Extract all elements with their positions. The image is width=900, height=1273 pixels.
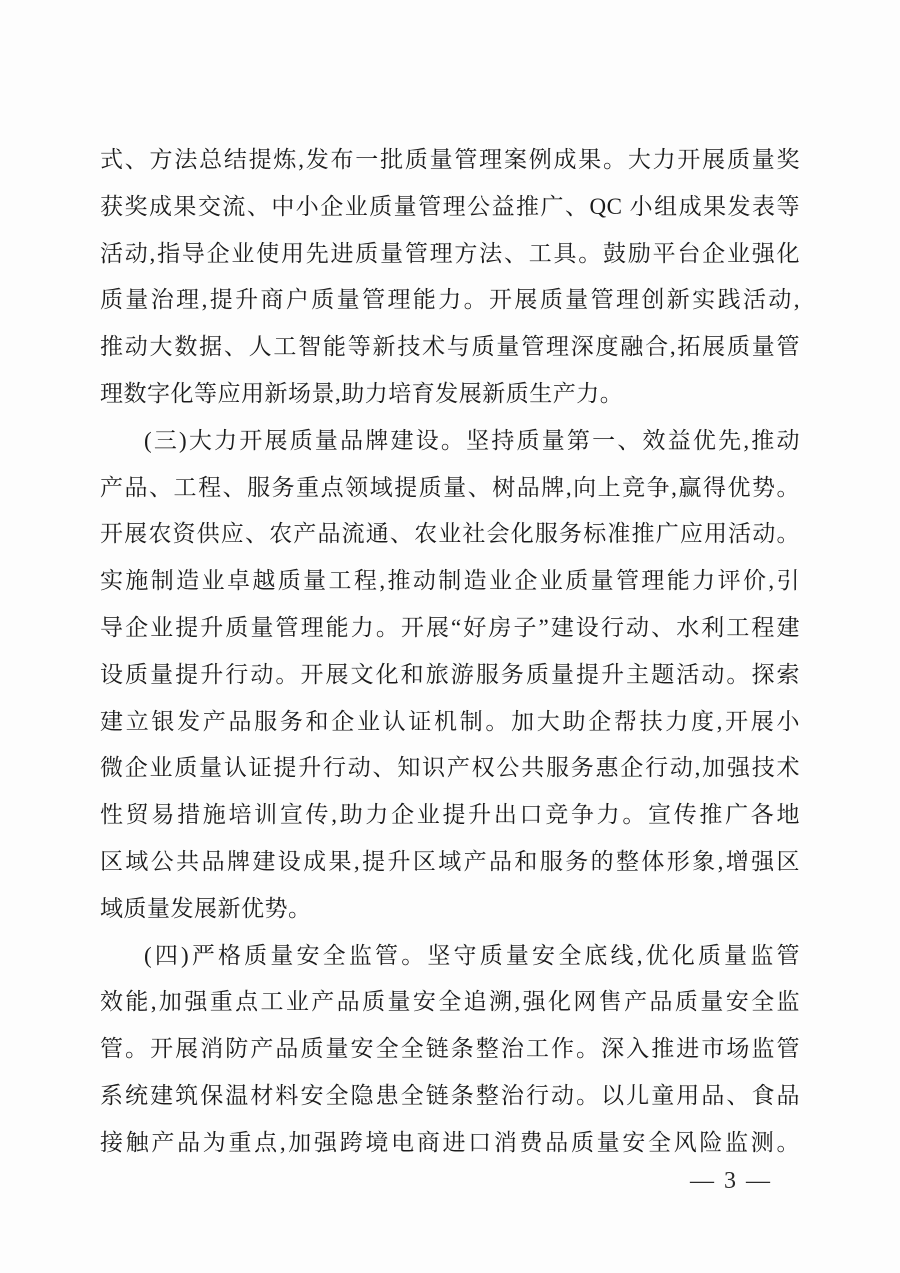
text-line: 实施制造业卓越质量工程,推动制造业企业质量管理能力评价,引 bbox=[100, 568, 800, 594]
text-line: 设质量提升行动。开展文化和旅游服务质量提升主题活动。探索 bbox=[100, 661, 800, 687]
text-line: 区域公共品牌建设成果,提升区域产品和服务的整体形象,增强区 bbox=[100, 848, 800, 874]
text-line: 理数字化等应用新场景,助力培育发展新质生产力。 bbox=[100, 380, 624, 406]
text-line: 接触产品为重点,加强跨境电商进口消费品质量安全风险监测。 bbox=[100, 1129, 800, 1155]
text-line: (四)严格质量安全监管。坚守质量安全底线,优化质量监管 bbox=[144, 942, 800, 968]
text-line: 建立银发产品服务和企业认证机制。加大助企帮扶力度,开展小 bbox=[100, 708, 800, 734]
text-line: 微企业质量认证提升行动、知识产权公共服务惠企行动,加强技术 bbox=[100, 755, 800, 781]
text-line: 式、方法总结提炼,发布一批质量管理案例成果。大力开展质量奖 bbox=[100, 147, 800, 172]
page-number: — 3 — bbox=[690, 1168, 772, 1194]
text-line: 活动,指导企业使用先进质量管理方法、工具。鼓励平台企业强化 bbox=[100, 240, 800, 266]
text-line: 开展农资供应、农产品流通、农业社会化服务标准推广应用活动。 bbox=[100, 521, 800, 547]
text-line: 获奖成果交流、中小企业质量管理公益推广、QC 小组成果发表等 bbox=[100, 193, 800, 219]
text-line: 效能,加强重点工业产品质量安全追溯,强化网售产品质量安全监 bbox=[100, 989, 800, 1015]
text-line: 性贸易措施培训宣传,助力企业提升出口竞争力。宣传推广各地 bbox=[100, 802, 800, 828]
text-line: 域质量发展新优势。 bbox=[100, 895, 312, 921]
text-line: 系统建筑保温材料安全隐患全链条整治行动。以儿童用品、食品 bbox=[100, 1082, 800, 1108]
text-line: (三)大力开展质量品牌建设。坚持质量第一、效益优先,推动 bbox=[144, 427, 800, 453]
text-line: 推动大数据、人工智能等新技术与质量管理深度融合,拓展质量管 bbox=[100, 334, 800, 360]
document-body bbox=[100, 137, 800, 1167]
text-line: 产品、工程、服务重点领域提质量、树品牌,向上竞争,赢得优势。 bbox=[100, 474, 800, 500]
text-line: 质量治理,提升商户质量管理能力。开展质量管理创新实践活动, bbox=[100, 287, 800, 313]
text-line: 导企业提升质量管理能力。开展“好房子”建设行动、水利工程建 bbox=[100, 614, 800, 640]
text-line: 管。开展消防产品质量安全全链条整治工作。深入推进市场监管 bbox=[100, 1036, 800, 1062]
